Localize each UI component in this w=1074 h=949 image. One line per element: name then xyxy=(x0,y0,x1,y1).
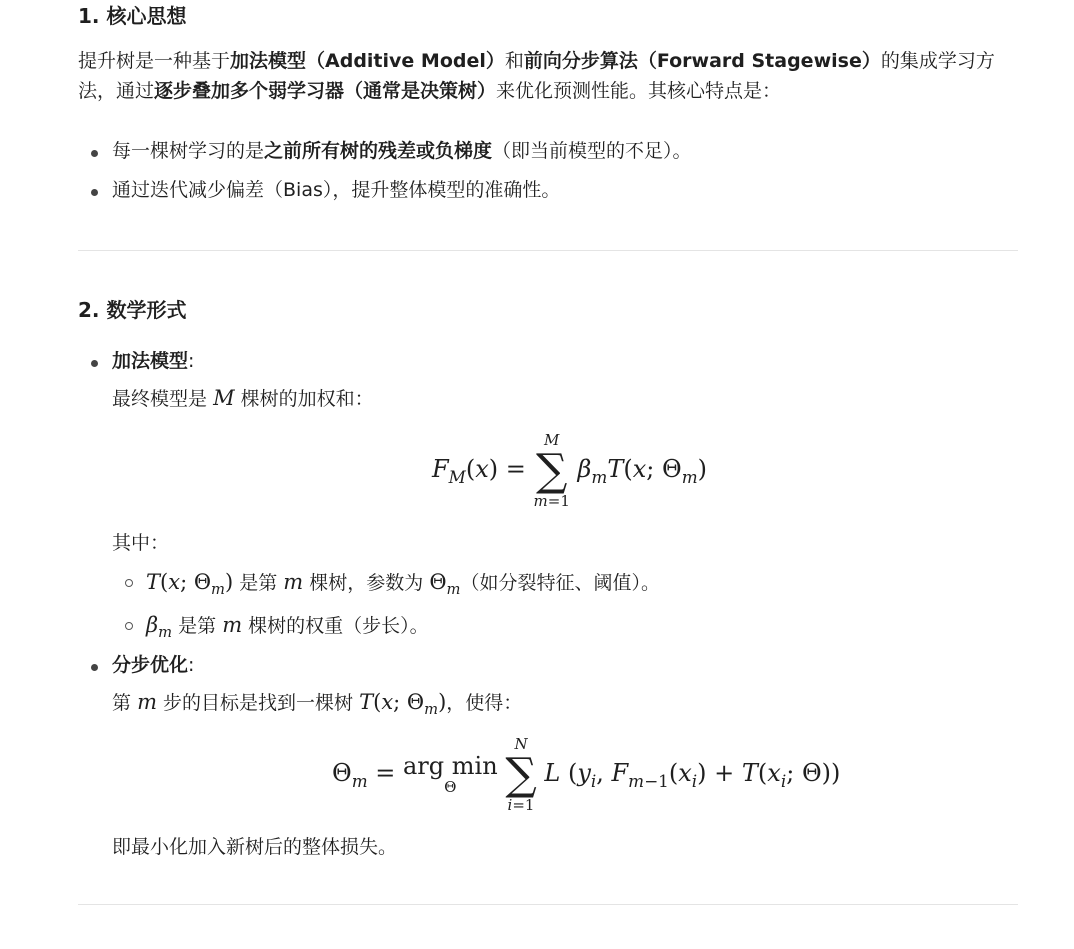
bullet-1-text-1: 每一棵树学习的是 xyxy=(112,140,265,162)
where-label: 其中： xyxy=(112,532,170,554)
stagewise-colon: : xyxy=(188,654,195,676)
divider-2 xyxy=(78,904,1018,905)
additive-model-label: 加法模型 xyxy=(112,350,189,372)
formula-additive-model: $F_M(x)$ = M ∑ m=1 $\beta_mT(x$; $\Theta_m$) xyxy=(432,431,707,510)
additive-desc-1: 最终模型是 xyxy=(112,388,208,410)
additive-desc xyxy=(112,382,374,416)
bullet-1-text-2: （即当前模型的不足）。 xyxy=(492,140,692,162)
sub2-text-1: 是第 xyxy=(178,614,217,637)
section-2-bullets xyxy=(78,346,1018,376)
intro-text-4: 法，通过 xyxy=(78,80,155,103)
bullet-2-text: 通过迭代减少偏差（Bias），提升整体模型的准确性。 xyxy=(112,179,561,202)
intro-bold-weak-learners: 逐步叠加多个弱学习器（通常是决策树） xyxy=(154,80,497,103)
stagewise-desc-1: 第 xyxy=(112,692,132,714)
bullet-additive-model xyxy=(78,346,1018,376)
section-1-bullets xyxy=(78,136,1018,206)
stagewise-desc-2: 步的目标是找到一棵树 xyxy=(163,692,354,714)
sub-bullet-weight: $\beta_m$ 是第 m 棵树的权重（步长）。 xyxy=(112,609,1012,645)
intro-bold-additive-model: 加法模型（Additive Model） xyxy=(230,50,505,72)
sub1-text-3: （如分裂特征、阈值）。 xyxy=(460,572,660,594)
sub1-text-1: 是第 xyxy=(239,572,278,594)
additive-model-colon: : xyxy=(188,350,195,372)
bullet-stagewise xyxy=(78,650,1018,680)
intro-text-3: 的集成学习方 xyxy=(880,50,995,72)
sub1-text-2: 棵树，参数为 xyxy=(309,572,424,594)
section-1-heading: 1. 核心思想 xyxy=(78,4,187,28)
stagewise-label: 分步优化 xyxy=(112,654,189,676)
additive-desc-2: 棵树的加权和： xyxy=(240,388,374,410)
stagewise-after: 即最小化加入新树后的整体损失。 xyxy=(112,836,398,858)
section-2-bullets-2 xyxy=(78,650,1018,680)
additive-sub-bullets xyxy=(112,566,1012,644)
divider-1 xyxy=(78,250,1018,251)
math-M: M xyxy=(213,386,235,410)
bullet-residuals xyxy=(78,136,1018,166)
section-1-intro xyxy=(78,46,1018,107)
bullet-bias xyxy=(78,175,1018,205)
intro-text-1: 提升树是一种基于 xyxy=(78,50,231,72)
intro-text-2: 和 xyxy=(504,50,524,72)
section-2-heading: 2. 数学形式 xyxy=(78,298,187,322)
stagewise-desc-3: ，使得： xyxy=(446,692,523,714)
sub2-text-2: 棵树的权重（步长）。 xyxy=(248,614,429,637)
intro-text-5: 来优化预测性能。其核心特点是： xyxy=(496,80,782,103)
intro-bold-forward-stagewise: 前向分步算法（Forward Stagewise） xyxy=(523,50,881,72)
bullet-1-bold: 之前所有树的残差或负梯度 xyxy=(264,140,493,162)
formula-stagewise: $\Theta_m$ = arg min Θ N ∑ i=1 L ($y_i$, $F_{m-1}(x_i) + T(x_i$; Θ)) xyxy=(332,735,841,814)
sub-bullet-tree: T(x; $\Theta_m$) 是第 m 棵树，参数为 $\Theta_m$（如分裂特征、阈值）。 xyxy=(112,566,1012,602)
stagewise-desc: 第 m 步的目标是找到一棵树 T(x; $\Theta_m$)，使得： xyxy=(112,690,523,719)
